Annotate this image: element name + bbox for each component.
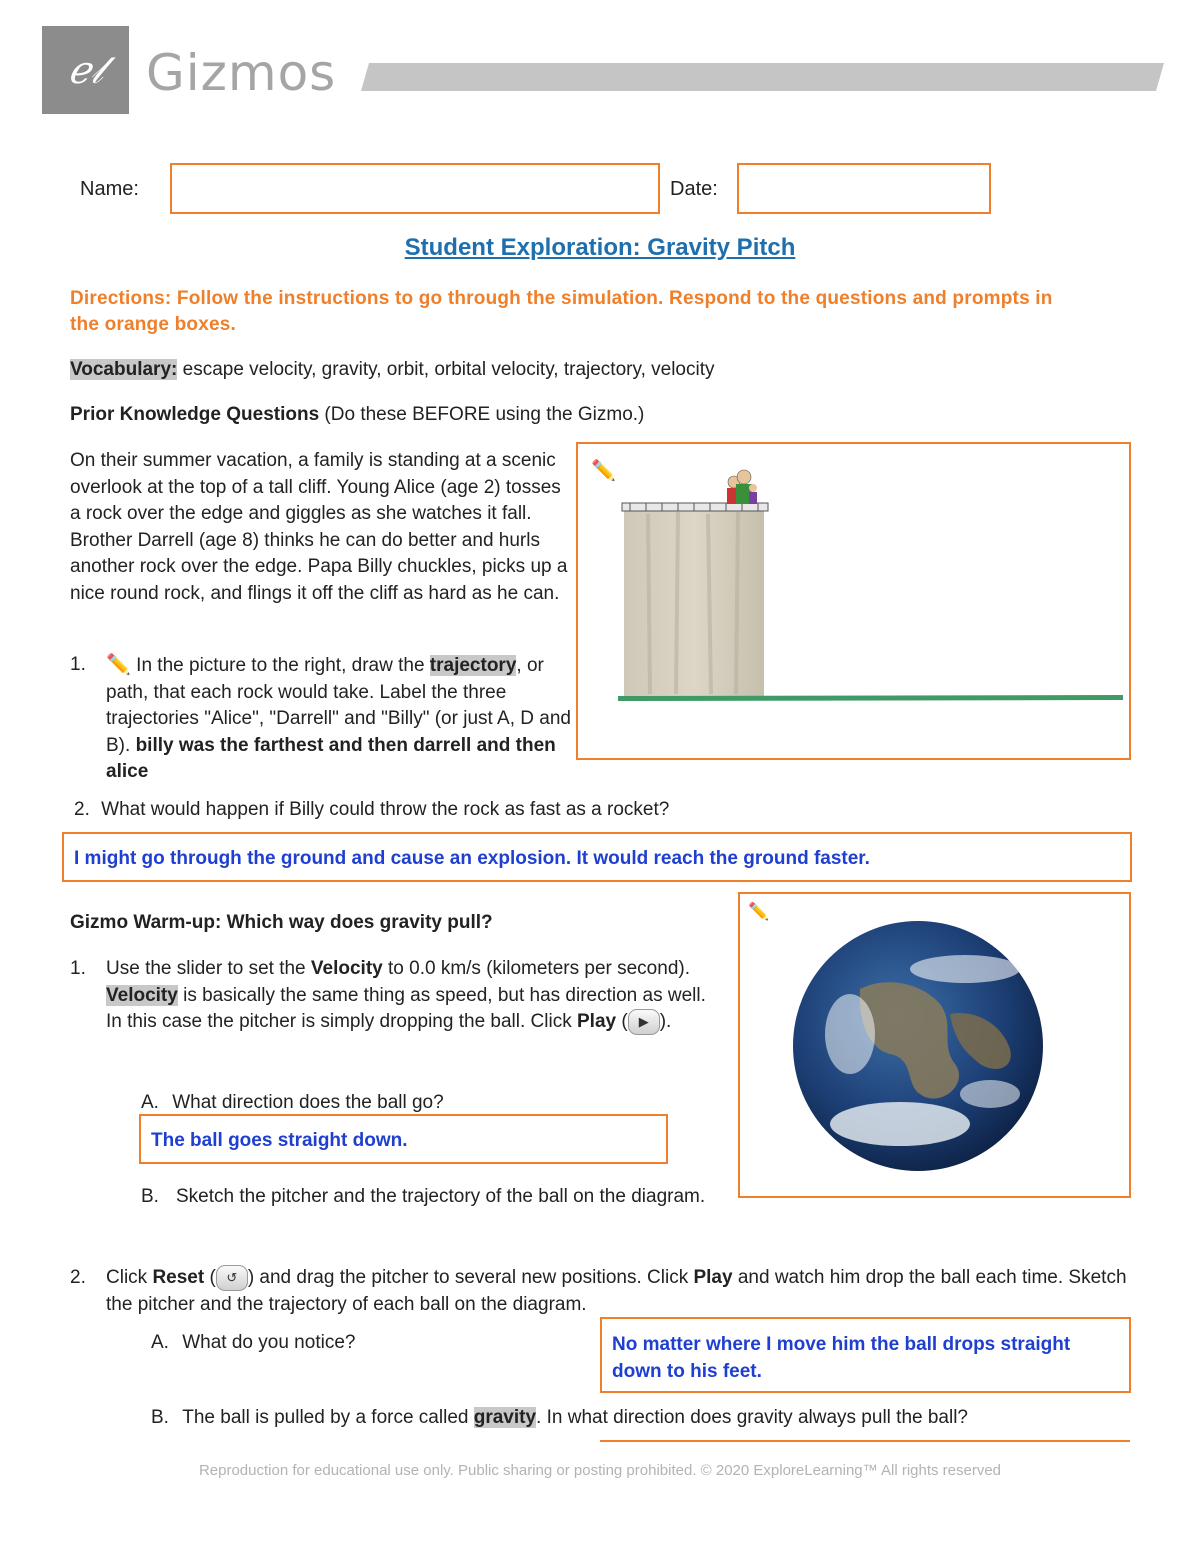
prior-knowledge-heading: [70, 402, 644, 429]
cliff-diagram-box[interactable]: [576, 442, 1131, 760]
question-number: 2.: [70, 1267, 86, 1288]
date-field[interactable]: [737, 163, 991, 214]
wq1-a-text: What direction does the ball go?: [172, 1092, 444, 1113]
velocity-term: Velocity: [106, 984, 178, 1006]
sub-label: A.: [151, 1332, 169, 1353]
wq2-b-text-b: . In what direction does gravity always pull the ball?: [536, 1407, 968, 1428]
wq2-text-a: Click: [106, 1267, 153, 1289]
wq1-text-e: ).: [659, 1011, 672, 1033]
play-label: Play: [577, 1011, 617, 1033]
vocabulary-terms: escape velocity, gravity, orbit, orbital velocity, trajectory, velocity: [177, 359, 715, 380]
warmup-question-1: [70, 956, 720, 1036]
sub-label: B.: [141, 1186, 159, 1207]
story-paragraph: On their summer vacation, a family is standing at a scenic overlook at the top of a tall cliff. Young Alice (age 2) tosses a rock over the edge and giggles as she watches it fall. Brother Darrell (age 8) thinks he can do better and hurls another rock over the edge. Papa Billy chuckles, picks up a nice round rock, and flings it off the cliff as hard as he can.: [70, 450, 568, 604]
wq2-a: [151, 1330, 355, 1357]
wq1-a: [141, 1090, 444, 1117]
warmup-heading: Gizmo Warm-up: Which way does gravity pull?: [70, 912, 493, 933]
wq1-text-a: Use the slider to set the: [106, 958, 311, 979]
prior-question-2: [74, 797, 669, 824]
brand-name: Gizmos: [146, 44, 337, 102]
railing: [622, 503, 768, 511]
pencil-icon: ✏️: [591, 460, 616, 482]
vocabulary-label: Vocabulary:: [70, 359, 178, 380]
pencil-icon: ✏️: [106, 654, 131, 676]
wq1-text-d: (: [616, 1011, 628, 1033]
ground: [618, 695, 1123, 701]
velocity-bold: Velocity: [310, 958, 383, 979]
page-title: Student Exploration: Gravity Pitch: [404, 234, 796, 261]
cliff: [624, 510, 764, 696]
vocabulary: [70, 357, 714, 384]
trajectory-term: trajectory: [429, 655, 517, 676]
warmup-question-2: [70, 1265, 1130, 1318]
explorelearning-logo: ℯ𝓁: [42, 26, 129, 114]
q2-text: What would happen if Billy could throw the rock as fast as a rocket?: [101, 799, 670, 820]
pencil-icon: ✏️: [748, 902, 770, 921]
wq2-text-b: (: [204, 1267, 216, 1289]
footer-copyright: Reproduction for educational use only. Public sharing or posting prohibited. © 2020 ExploreLearning™ All rights reserved: [198, 1462, 1002, 1479]
prior-question-1: [70, 652, 580, 786]
play-label: Play: [693, 1267, 733, 1289]
question-number: 1.: [70, 654, 86, 675]
name-label: Name:: [80, 178, 139, 200]
wq1-text-b: to 0.0 km/s (kilometers per second).: [382, 958, 690, 979]
sub-label: A.: [141, 1092, 159, 1113]
name-field[interactable]: [170, 163, 660, 214]
q2-answer-box[interactable]: [62, 832, 1132, 882]
wq1-b: [141, 1184, 711, 1211]
gravity-term: gravity: [473, 1407, 537, 1428]
cliff-diagram: [578, 444, 1129, 758]
wq1-a-answer-box[interactable]: [139, 1114, 668, 1164]
wq1-b-text: Sketch the pitcher and the trajectory of the ball on the diagram.: [176, 1186, 706, 1207]
wq2-a-answer: No matter where I move him the ball drops straight down to his feet.: [612, 1334, 1071, 1382]
question-number: 1.: [70, 958, 86, 979]
wq2-text-c: ) and drag the pitcher to several new positions. Click: [247, 1267, 694, 1289]
wq2-a-answer-box[interactable]: [600, 1317, 1131, 1393]
reset-label: Reset: [152, 1267, 205, 1289]
wq2-b-text-a: The ball is pulled by a force called: [182, 1407, 474, 1428]
wq2-text-d: and watch him drop the ball each time. Sketch the pitcher and the trajectory of each ball on the diagram.: [106, 1267, 1127, 1315]
q1-text-a: In the picture to the right, draw the: [130, 655, 430, 676]
prior-heading-text: Prior Knowledge Questions: [70, 404, 320, 425]
earth-diagram: [740, 894, 1129, 1196]
sub-label: B.: [151, 1407, 169, 1428]
wq1-text-c: is basically the same thing as speed, but has direction as well. In this case the pitcher is simply dropping the ball. Click: [106, 984, 706, 1033]
q1-text-b: , or path, that each rock would take. Label the three trajectories "Alice", "Darrell" and "Billy" (or just A, D and B).: [106, 655, 571, 756]
question-number: 2.: [74, 799, 90, 820]
date-label: Date:: [670, 178, 718, 200]
wq2-a-text: What do you notice?: [182, 1332, 356, 1353]
reset-icon: ↺: [216, 1265, 248, 1291]
prior-heading-note: (Do these BEFORE using the Gizmo.): [319, 404, 645, 425]
play-icon: ▶: [628, 1009, 660, 1035]
q2-answer: I might go through the ground and cause an explosion. It would reach the ground faster.: [74, 848, 870, 869]
q1-answer[interactable]: billy was the farthest and then darrell and then alice: [106, 734, 556, 782]
earth-diagram-box[interactable]: [738, 892, 1131, 1198]
header-bar: [361, 63, 1164, 91]
family-figures: [727, 470, 757, 504]
wq1-a-answer: The ball goes straight down.: [151, 1130, 408, 1151]
directions: Directions: Follow the instructions to go through the simulation. Respond to the questions and prompts in the orange boxes.: [70, 288, 1053, 335]
wq2-b-answer-line[interactable]: [600, 1440, 1130, 1442]
wq2-b: [151, 1405, 968, 1432]
